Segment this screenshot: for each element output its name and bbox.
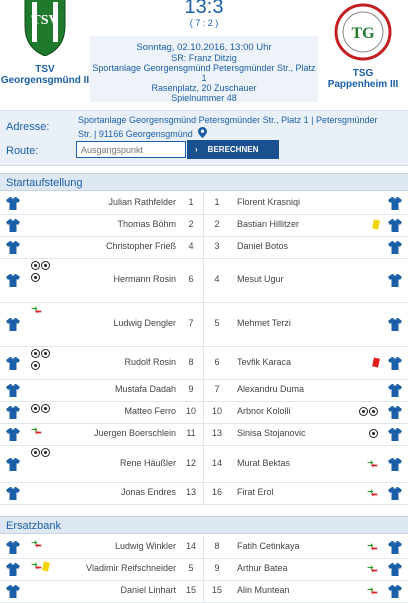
away-player-name[interactable]: Mehmet Terzi: [237, 318, 291, 328]
ball-icon: [31, 261, 40, 270]
bench-row: [0, 558, 408, 581]
lineup-row: [0, 346, 408, 380]
home-shirt-number: 7: [188, 318, 194, 328]
home-shirt-icon: [6, 357, 20, 370]
home-shirt-icon: [6, 384, 20, 397]
substitution-icon: ➜ ⬅: [31, 560, 42, 572]
home-shirt-icon: [6, 428, 20, 441]
number-divider: [203, 401, 204, 423]
away-player-name[interactable]: Arbnor Kololli: [237, 406, 291, 416]
away-shirt-number: 13: [211, 428, 222, 438]
lineup-row: [0, 379, 408, 402]
away-shirt-icon: [388, 384, 402, 397]
away-crest-icon: [333, 2, 393, 62]
substitution-icon: ➜ ⬅: [367, 458, 378, 470]
home-shirt-icon: [6, 241, 20, 254]
away-shirt-icon: [388, 458, 402, 471]
home-crest-text: TSV: [31, 13, 59, 28]
away-shirt-icon: [388, 487, 402, 500]
home-player-name[interactable]: Matteo Ferro: [124, 406, 176, 416]
away-shirt-icon: [388, 541, 402, 554]
home-shirt-icon: [6, 458, 20, 471]
away-shirt-number: 7: [214, 384, 220, 394]
away-player-name[interactable]: Arthur Batea: [237, 563, 288, 573]
away-player-name[interactable]: Mesut Ugur: [237, 274, 284, 284]
home-events: [31, 561, 57, 574]
match-date: Sonntag, 02.10.2016, 13:00 Uhr: [136, 42, 272, 53]
ball-icon: [41, 261, 50, 270]
away-player-name[interactable]: Alexandru Duma: [237, 384, 305, 394]
away-player-name[interactable]: Tevfik Karaca: [237, 357, 292, 367]
home-player-name[interactable]: Rudolf Rosin: [124, 357, 176, 367]
number-divider: [203, 580, 204, 602]
substitution-icon: ➜ ⬅: [367, 585, 378, 597]
away-events: [373, 220, 379, 231]
match-header: [0, 0, 408, 110]
away-events: [367, 459, 379, 471]
away-player-name[interactable]: Florent Krasniqi: [237, 197, 301, 207]
substitution-icon: ➜ ⬅: [367, 487, 378, 499]
home-events: [31, 261, 57, 285]
chevron-right-icon: ›: [195, 145, 198, 154]
home-shirt-icon: [6, 318, 20, 331]
home-shirt-icon: [6, 541, 20, 554]
lineup-row: [0, 445, 408, 483]
ball-icon: [41, 349, 50, 358]
number-divider: [203, 258, 204, 302]
away-player-name[interactable]: Murat Bektas: [237, 458, 291, 468]
scoreboard: [90, 0, 318, 28]
away-shirt-icon: [388, 219, 402, 232]
home-player-name[interactable]: Rene Häußler: [119, 458, 176, 468]
ball-icon: [31, 361, 40, 370]
home-shirt-number: 6: [188, 274, 194, 284]
away-shirt-icon: [388, 197, 402, 210]
route-label: Route:: [6, 145, 39, 157]
lineup-row: [0, 302, 408, 347]
lineup-row: [0, 236, 408, 259]
match-info: [90, 36, 318, 102]
away-team-name: TSG Pappenheim III: [327, 68, 399, 90]
home-player-name[interactable]: Jonas Endres: [120, 487, 176, 497]
away-shirt-number: 6: [214, 357, 220, 367]
venue[interactable]: Sportanlage Georgensgmünd Petersgmünder Str., Platz 1: [92, 63, 316, 83]
home-player-name[interactable]: Juergen Boerschlein: [93, 428, 176, 438]
away-player-name[interactable]: Alin Muntean: [237, 585, 290, 595]
home-events: [31, 448, 57, 460]
ball-icon: [369, 429, 378, 438]
home-player-name[interactable]: Christopher Frieß: [105, 241, 176, 251]
home-events: [31, 426, 57, 439]
home-player-name[interactable]: Daniel Linhart: [120, 585, 176, 595]
ball-icon: [359, 407, 368, 416]
number-divider: [203, 236, 204, 258]
bench-row: [0, 536, 408, 559]
home-shirt-icon: [6, 219, 20, 232]
away-team[interactable]: [318, 0, 408, 90]
away-shirt-number: 1: [214, 197, 220, 207]
address-line1: Sportanlage Georgensgmünd Petersgmünder Str., Platz 1 | Petersgmünder: [78, 115, 378, 125]
home-shirt-icon: [6, 274, 20, 287]
home-events: [31, 349, 57, 373]
away-events: [359, 407, 379, 418]
number-divider: [203, 346, 204, 379]
substitution-icon: ➜ ⬅: [367, 541, 378, 553]
away-events: [369, 429, 379, 440]
ball-icon: [31, 349, 40, 358]
halftime-score: ( 7 : 2 ): [189, 18, 219, 28]
home-player-name[interactable]: Hermann Rosin: [113, 274, 176, 284]
home-events: [31, 539, 57, 552]
away-crest-text: TG: [351, 25, 375, 42]
away-shirt-icon: [388, 318, 402, 331]
away-shirt-icon: [388, 274, 402, 287]
substitution-icon: ➜ ⬅: [367, 563, 378, 575]
lineup-row: [0, 214, 408, 237]
home-shirt-number: 10: [185, 406, 196, 416]
home-shirt-icon: [6, 585, 20, 598]
bench-header: Ersatzbank: [0, 516, 408, 534]
lineup-row: [0, 423, 408, 446]
lineup-row: [0, 401, 408, 424]
substitution-icon: ➜ ⬅: [31, 425, 42, 437]
lineup-row: [0, 258, 408, 303]
away-shirt-icon: [388, 585, 402, 598]
home-shirt-number: 11: [186, 428, 196, 438]
away-shirt-number: 9: [214, 563, 220, 573]
away-shirt-number: 4: [214, 274, 220, 284]
away-shirt-icon: [388, 357, 402, 370]
home-shirt-number: 2: [188, 219, 194, 229]
home-events: [31, 404, 57, 416]
home-shirt-number: 9: [188, 384, 194, 394]
location-pin-icon[interactable]: [198, 127, 207, 138]
ball-icon: [31, 273, 40, 282]
away-shirt-number: 15: [211, 585, 222, 595]
away-shirt-icon: [388, 563, 402, 576]
number-divider: [203, 379, 204, 401]
home-shirt-number: 1: [188, 197, 194, 207]
final-score: 13:3: [184, 0, 224, 18]
lineup-header: Startaufstellung: [0, 173, 408, 191]
away-events: [367, 488, 379, 500]
away-player-name[interactable]: Bastian Hillitzer: [237, 219, 300, 229]
home-player-name[interactable]: Ludwig Winkler: [114, 541, 176, 551]
home-player-name[interactable]: Thomas Böhm: [117, 219, 176, 229]
away-shirt-icon: [388, 241, 402, 254]
ball-icon: [31, 404, 40, 413]
away-events: [367, 586, 379, 598]
number-divider: [203, 536, 204, 558]
away-shirt-number: 14: [211, 458, 222, 468]
home-player-name[interactable]: Ludwig Dengler: [113, 318, 176, 328]
home-shirt-icon: [6, 487, 20, 500]
away-shirt-number: 16: [211, 487, 222, 497]
number-divider: [203, 423, 204, 445]
match-number: Spielnummer 48: [171, 93, 237, 103]
home-shirt-number: 5: [188, 563, 194, 573]
home-shirt-number: 13: [185, 487, 196, 497]
ball-icon: [369, 407, 378, 416]
home-shirt-number: 8: [188, 357, 194, 367]
number-divider: [203, 558, 204, 580]
home-shirt-icon: [6, 406, 20, 419]
away-shirt-number: 5: [214, 318, 220, 328]
number-divider: [203, 445, 204, 482]
address-text: [78, 113, 398, 141]
yellow-card-icon: [42, 561, 50, 571]
address-label: Adresse:: [6, 121, 50, 133]
home-team-name: TSV Georgensgmünd II: [0, 64, 90, 86]
ball-icon: [31, 448, 40, 457]
home-shirt-icon: [6, 563, 20, 576]
lineup-row: [0, 192, 408, 215]
home-player-name[interactable]: Julian Rathfelder: [108, 197, 176, 207]
away-events: [373, 358, 379, 369]
away-shirt-number: 3: [214, 241, 220, 251]
address-line2: Str. | 91166 Georgensgmünd: [78, 127, 398, 141]
ball-icon: [41, 448, 50, 457]
route-start-input[interactable]: [76, 141, 186, 158]
away-shirt-icon: [388, 428, 402, 441]
home-crest-icon: [10, 0, 80, 56]
substitution-icon: ➜ ⬅: [31, 304, 42, 316]
yellow-card-icon: [372, 219, 380, 229]
number-divider: [203, 302, 204, 346]
away-player-name[interactable]: Sinisa Stojanovic: [237, 428, 306, 438]
number-divider: [203, 482, 204, 504]
away-shirt-icon: [388, 406, 402, 419]
away-shirt-number: 10: [211, 406, 222, 416]
home-team[interactable]: [0, 0, 90, 86]
referee: SR: Franz Ditzig: [171, 53, 237, 63]
home-shirt-number: 14: [185, 541, 196, 551]
home-shirt-number: 4: [188, 241, 194, 251]
away-shirt-number: 8: [214, 541, 220, 551]
away-player-name[interactable]: Fatih Cetinkaya: [237, 541, 300, 551]
ball-icon: [41, 404, 50, 413]
red-card-icon: [372, 357, 380, 367]
away-events: [367, 564, 379, 576]
venue-detail: Rasenplatz, 20 Zuschauer: [151, 83, 257, 93]
away-player-name[interactable]: Daniel Botos: [237, 241, 289, 251]
away-shirt-number: 2: [214, 219, 220, 229]
away-player-name[interactable]: Firat Erol: [237, 487, 274, 497]
lineup-row: [0, 482, 408, 505]
number-divider: [203, 192, 204, 214]
home-shirt-icon: [6, 197, 20, 210]
home-shirt-number: 15: [185, 585, 196, 595]
home-player-name[interactable]: Vladimir Reifschneider: [85, 563, 176, 573]
substitution-icon: ➜ ⬅: [31, 538, 42, 550]
away-events: [367, 542, 379, 554]
calculate-route-button[interactable]: › BERECHNEN: [187, 140, 279, 159]
home-player-name[interactable]: Mustafa Dadah: [114, 384, 176, 394]
home-events: [31, 305, 57, 318]
home-shirt-number: 12: [185, 458, 196, 468]
number-divider: [203, 214, 204, 236]
